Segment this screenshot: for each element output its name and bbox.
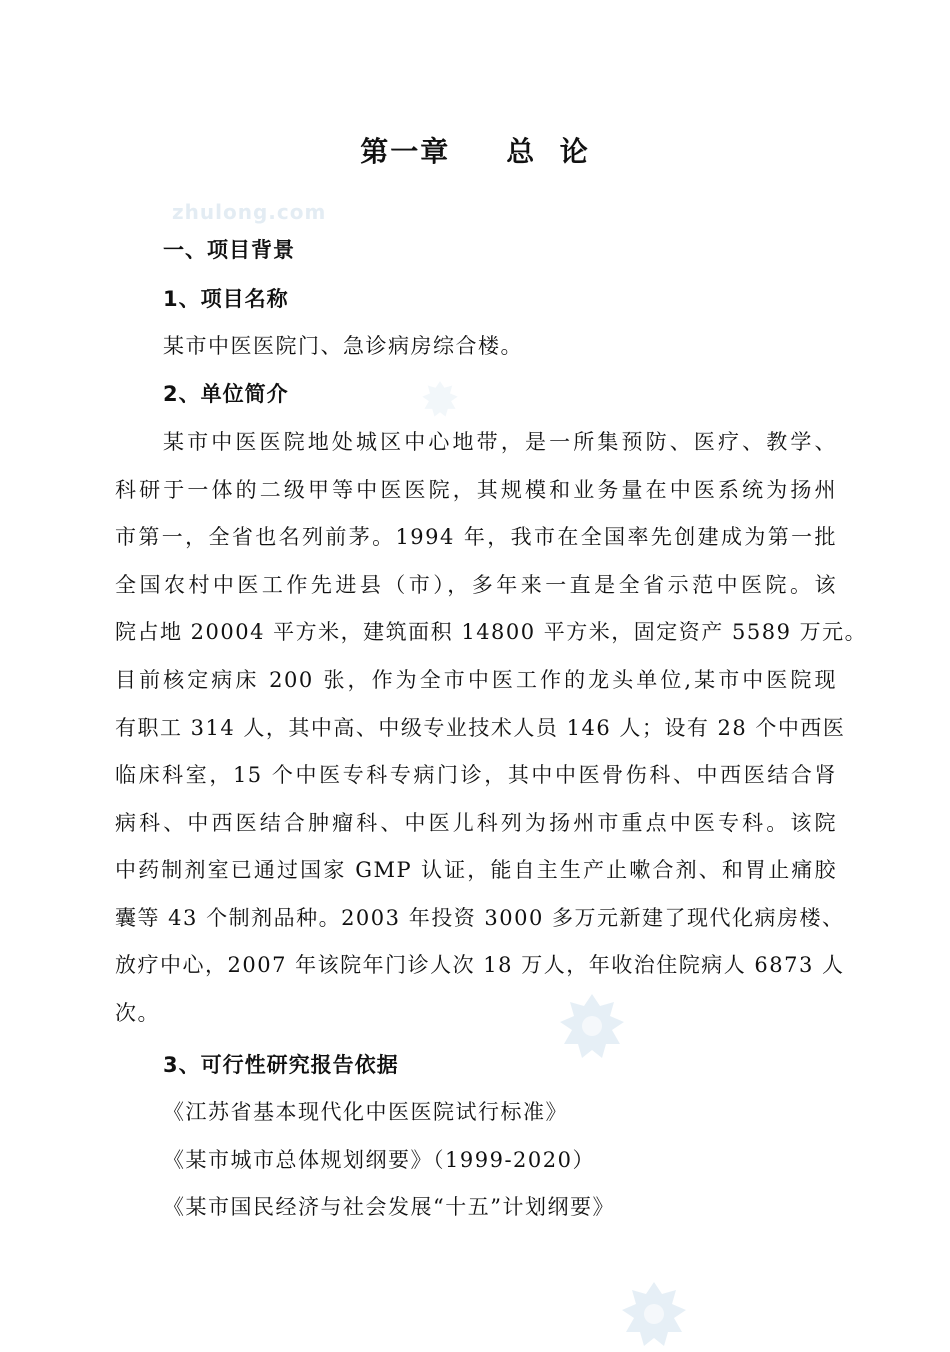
item-heading-basis: 3、可行性研究报告依据 bbox=[163, 1053, 399, 1077]
section-heading-background: 一、项目背景 bbox=[163, 238, 295, 262]
paragraph-line: 科研于一体的二级甲等中医医院，其规模和业务量在中医系统为扬州 bbox=[115, 478, 837, 502]
project-name-text: 某市中医医院门、急诊病房综合楼。 bbox=[163, 334, 523, 358]
reference-item: 《某市城市总体规划纲要》（1999-2020） bbox=[163, 1148, 595, 1172]
item-heading-project-name: 1、项目名称 bbox=[163, 287, 289, 311]
chapter-number: 第一章 bbox=[360, 135, 451, 168]
item-heading-unit-intro: 2、单位简介 bbox=[163, 382, 289, 406]
paragraph-line: 次。 bbox=[115, 1001, 160, 1025]
paragraph-line: 某市中医医院地处城区中心地带，是一所集预防、医疗、教学、 bbox=[163, 430, 837, 454]
paragraph-line: 临床科室，15 个中医专科专病门诊，其中中医骨伤科、中西医结合肾 bbox=[115, 763, 837, 787]
reference-item: 《江苏省基本现代化中医医院试行标准》 bbox=[163, 1100, 568, 1124]
snowflake-watermark-icon bbox=[556, 992, 628, 1064]
paragraph-line: 中药制剂室已通过国家 GMP 认证，能自主生产止嗽合剂、和胃止痛胶 bbox=[115, 858, 837, 882]
paragraph-line: 全国农村中医工作先进县（市），多年来一直是全省示范中医院。该 bbox=[115, 573, 837, 597]
paragraph-line: 院占地 20004 平方米，建筑面积 14800 平方米，固定资产 5589 万元。 bbox=[115, 620, 868, 644]
paragraph-line: 放疗中心，2007 年该院年门诊人次 18 万人，年收治住院病人 6873 人 bbox=[115, 953, 845, 977]
paragraph-line: 病科、中西医结合肿瘤科、中医儿科列为扬州市重点中医专科。该院 bbox=[115, 811, 837, 835]
chapter-title bbox=[0, 130, 950, 170]
snowflake-watermark-icon-2 bbox=[618, 1280, 690, 1352]
reference-item: 《某市国民经济与社会发展“十五”计划纲要》 bbox=[163, 1195, 615, 1219]
chapter-name: 总 论 bbox=[506, 135, 590, 168]
site-watermark: zhulong.com bbox=[172, 200, 327, 224]
paragraph-line: 有职工 314 人，其中高、中级专业技术人员 146 人；设有 28 个中西医 bbox=[115, 716, 846, 740]
paragraph-line: 市第一，全省也名列前茅。1994 年，我市在全国率先创建成为第一批 bbox=[115, 525, 837, 549]
snowflake-watermark-icon-3 bbox=[420, 380, 460, 420]
paragraph-line: 目前核定病床 200 张，作为全市中医工作的龙头单位,某市中医院现 bbox=[115, 668, 837, 692]
paragraph-line: 囊等 43 个制剂品种。2003 年投资 3000 多万元新建了现代化病房楼、 bbox=[115, 906, 845, 930]
